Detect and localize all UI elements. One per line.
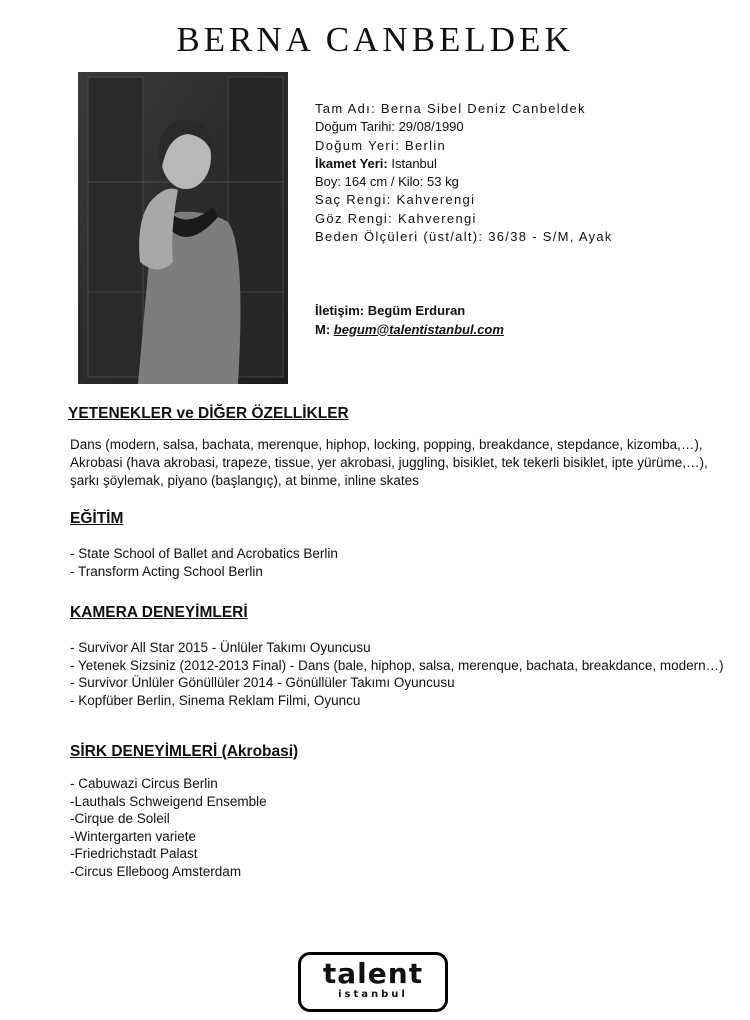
list-item: - Survivor Ünlüler Gönüllüler 2014 - Gönüllüler Takımı Oyuncusu [70, 675, 455, 691]
list-item: - Survivor All Star 2015 - Ünlüler Takımı Oyuncusu [70, 640, 371, 655]
hair-color: Saç Rengi: Kahverengi [315, 192, 476, 208]
full-name: Tam Adı: Berna Sibel Deniz Canbeldek [315, 101, 586, 116]
list-item: -Friedrichstadt Palast [70, 846, 198, 862]
portrait-photo [78, 72, 288, 384]
list-item: - Yetenek Sizsiniz (2012-2013 Final) - Dans (bale, hiphop, salsa, merenque, bachata, breakdance, modern…) [70, 657, 724, 673]
birth-place: Doğum Yeri: Berlin [315, 137, 447, 153]
height-weight: Boy: 164 cm / Kilo: 53 kg [315, 174, 459, 190]
camera-list [70, 639, 749, 709]
circus-list [70, 775, 267, 881]
list-item: -Wintergarten variete [70, 828, 197, 844]
page-title: BERNA CANBELDEK [176, 20, 574, 59]
email-prefix: M: [315, 321, 334, 337]
profile-info [315, 100, 613, 246]
measurements: Beden Ölçüleri (üst/alt): 36/38 - S/M, Ayak [315, 229, 613, 245]
residence [315, 155, 613, 173]
education-heading: EĞİTİM [70, 510, 124, 527]
education-list [70, 545, 338, 580]
email-link[interactable]: begum@talentistanbul.com [333, 321, 504, 337]
list-item: -Cirque de Soleil [70, 811, 170, 827]
logo-line1: talent [322, 957, 424, 990]
contact-block [315, 302, 504, 339]
contact-label: İletişim: Begüm Erduran [315, 303, 466, 318]
list-item: - Cabuwazi Circus Berlin [70, 776, 218, 791]
birth-date: Doğum Tarihi: 29/08/1990 [315, 119, 464, 135]
skills-heading: YETENEKLER ve DİĞER ÖZELLİKLER [68, 405, 349, 422]
list-item: -Circus Elleboog Amsterdam [70, 863, 242, 879]
list-item: - Transform Acting School Berlin [70, 563, 263, 579]
list-item: - State School of Ballet and Acrobatics Berlin [70, 546, 338, 561]
eye-color: Göz Rengi: Kahverengi [315, 210, 477, 226]
camera-heading: KAMERA DENEYİMLERİ [70, 604, 248, 621]
skills-text: Dans (modern, salsa, bachata, merenque, hiphop, locking, popping, breakdance, stepdance, kizomba,…), Akrobasi (hava akrobasi, trapeze, tissue, yer akrobasi, juggling, bisiklet, tek tekerli bisiklet, ipte yürüme,…), şarkı şöylemak, piyano (başlangıç), at binme, inline skates [70, 437, 708, 488]
circus-heading: SİRK DENEYİMLERİ (Akrobasi) [70, 743, 299, 760]
list-item: - Kopfüber Berlin, Sinema Reklam Filmi, Oyuncu [70, 692, 361, 708]
talent-istanbul-logo [298, 952, 448, 1012]
list-item: -Lauthals Schweigend Ensemble [70, 793, 267, 809]
logo-line2: istanbul [338, 989, 408, 1000]
contact-email-row [315, 321, 504, 340]
residence-value: Istanbul [387, 155, 437, 171]
residence-label: İkamet Yeri: [315, 155, 388, 171]
